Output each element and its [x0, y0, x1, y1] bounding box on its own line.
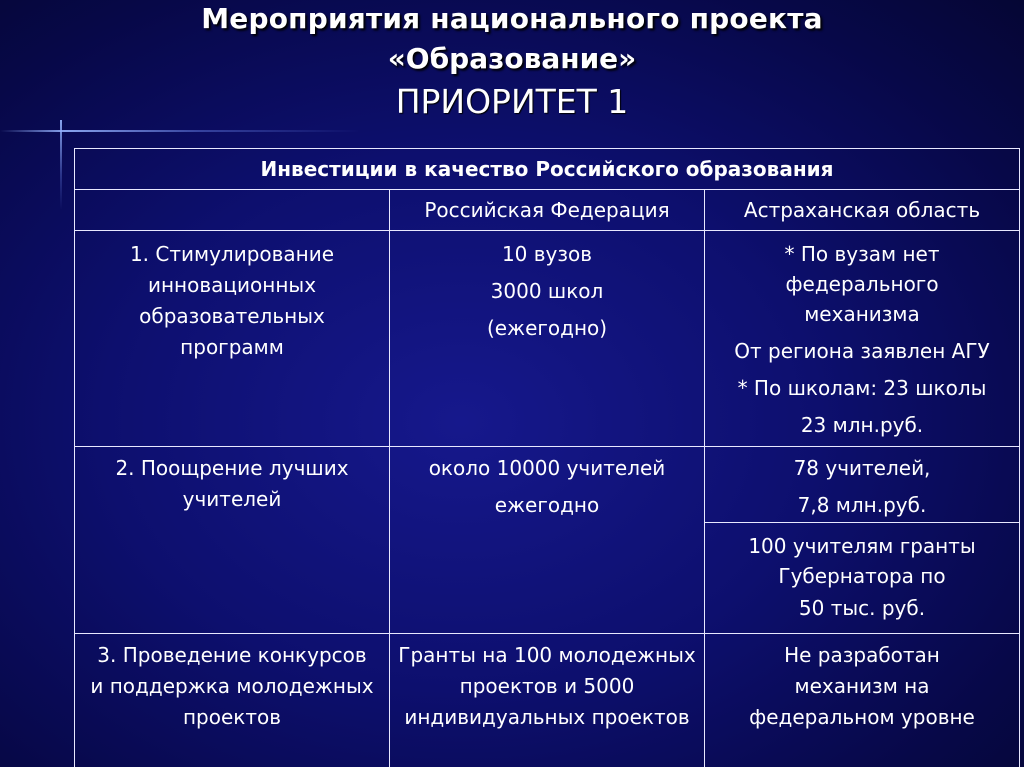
- row1-region-line: * По вузам нет федерального механизма: [784, 242, 940, 326]
- row1-region-line: 23 млн.руб.: [800, 413, 924, 437]
- table-rule: [75, 633, 1019, 634]
- row2-region-b: [705, 531, 1019, 623]
- table-rule: [75, 446, 1019, 447]
- investment-table: [74, 148, 1020, 767]
- row1-rf-line: 10 вузов: [501, 242, 593, 266]
- row3-region: [735, 640, 989, 733]
- row2-rf: [390, 453, 704, 520]
- row2-region-b-line: 50 тыс. руб.: [798, 596, 926, 620]
- slide-title-line-2: «Образование»: [387, 42, 637, 75]
- column-header-empty: [75, 190, 389, 230]
- row1-measure-text: 1. Стимулирование инновационных образовательных программ: [129, 242, 335, 359]
- slide-subtitle: ПРИОРИТЕТ 1: [395, 82, 629, 121]
- row2-region-a-line: 78 учителей,: [793, 456, 931, 480]
- row2-rf-line: ежегодно: [494, 493, 600, 517]
- row2-measure-text: 2. Поощрение лучших учителей: [115, 456, 349, 511]
- decorative-glow-horizontal: [0, 130, 360, 132]
- row3-rf: [394, 640, 700, 733]
- row1-rf-line: (ежегодно): [486, 316, 608, 340]
- row2-rf-line: около 10000 учителей: [428, 456, 666, 480]
- row3-rf-text: Гранты на 100 молодежных проектов и 5000 индивидуальных проектов: [398, 643, 696, 729]
- row1-region-line: От региона заявлен АГУ: [734, 339, 990, 363]
- slide-title-line-1: Мероприятия национального проекта: [201, 2, 823, 35]
- decorative-glow-vertical: [60, 120, 62, 210]
- row3-measure: [89, 640, 375, 733]
- row1-rf: [390, 239, 704, 343]
- column-header-rf: Российская Федерация: [424, 198, 670, 222]
- column-header-region: Астраханская область: [743, 198, 981, 222]
- row2-region-a-line: 7,8 млн.руб.: [797, 493, 927, 517]
- row1-measure: [95, 239, 369, 363]
- table-rule: [704, 522, 1019, 523]
- row2-measure: [95, 453, 369, 515]
- row3-region-text: Не разработан механизм на федеральном уровне: [749, 643, 975, 729]
- row1-rf-line: 3000 школ: [490, 279, 604, 303]
- row3-measure-text: 3. Проведение конкурсов и поддержка молодежных проектов: [90, 643, 374, 729]
- row2-region-a: [705, 453, 1019, 520]
- row1-region: [707, 239, 1017, 440]
- table-rule: [75, 230, 1019, 231]
- row2-region-b-line: 100 учителям гранты Губернатора по: [748, 534, 976, 588]
- row1-region-line: * По школам: 23 школы: [737, 376, 987, 400]
- table-caption: Инвестиции в качество Российского образования: [260, 157, 834, 181]
